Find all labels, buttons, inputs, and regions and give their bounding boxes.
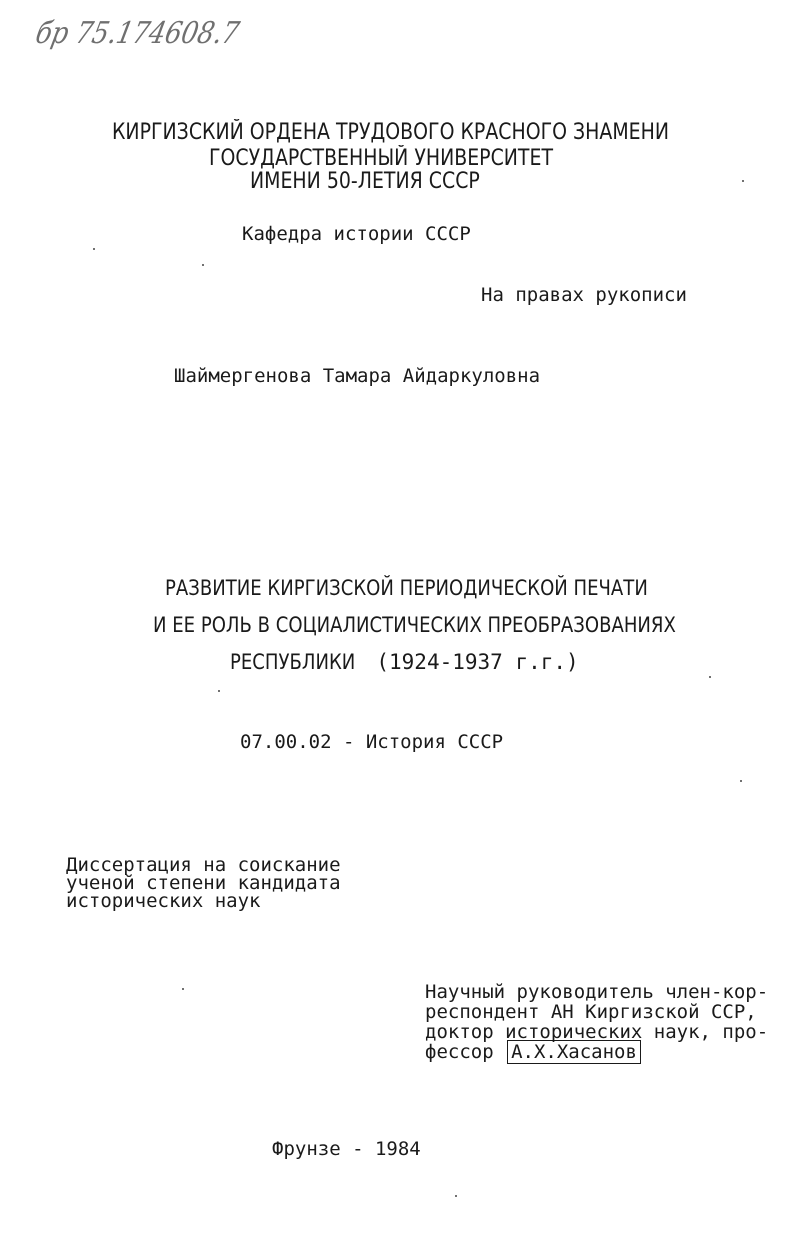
handwritten-catalog-note: бр 75.174608.7 [32, 16, 243, 51]
department: Кафедра истории СССР [242, 223, 471, 245]
specialty-code: 07.00.02 - История СССР [240, 731, 504, 753]
scan-speck [93, 248, 95, 250]
scan-speck [202, 264, 204, 266]
scan-speck [742, 180, 744, 182]
university-line-2: ГОСУДАРСТВЕННЫЙ УНИВЕРСИТЕТ [209, 146, 554, 171]
supervisor-name: А.Х.Хасанов [507, 1040, 641, 1064]
scan-speck [182, 988, 184, 990]
university-line-3: ИМЕНИ 50-ЛЕТИЯ СССР [250, 169, 480, 194]
supervisor-line-1: Научный руководитель член-кор- [425, 981, 769, 1003]
title-line-2: И ЕЕ РОЛЬ В СОЦИАЛИСТИЧЕСКИХ ПРЕОБРАЗОВАНИЯХ [153, 613, 676, 637]
scan-speck [709, 676, 711, 678]
rights-note: На правах рукописи [481, 284, 687, 306]
dissertation-line-1: Диссертация на соискание [66, 854, 341, 876]
supervisor-line-4 [425, 1042, 768, 1062]
scan-speck [740, 780, 742, 782]
title-republic: РЕСПУБЛИКИ [230, 650, 356, 674]
supervisor-block [425, 982, 768, 1062]
author-name: Шаймергенова Тамара Айдаркуловна [174, 365, 541, 387]
title-line-3 [230, 650, 579, 674]
university-line-1: КИРГИЗСКИЙ ОРДЕНА ТРУДОВОГО КРАСНОГО ЗНАМЕНИ [112, 120, 670, 145]
scan-speck [218, 690, 220, 692]
footer-place-year: Фрунзе - 1984 [272, 1138, 421, 1160]
title-line-1: РАЗВИТИЕ КИРГИЗСКОЙ ПЕРИОДИЧЕСКОЙ ПЕЧАТИ [165, 576, 648, 600]
dissertation-line-2: ученой степени кандидата [66, 872, 341, 894]
dissertation-line-3: исторических наук [66, 890, 261, 912]
title-period: (1924-1937 г.г.) [376, 650, 579, 674]
supervisor-title: фессор [425, 1041, 494, 1063]
supervisor-line-2: респондент АН Киргизской ССР, [425, 1001, 757, 1023]
supervisor-line-3: доктор исторических наук, про- [425, 1021, 769, 1043]
dissertation-note [66, 856, 341, 910]
scan-speck [455, 1195, 457, 1197]
